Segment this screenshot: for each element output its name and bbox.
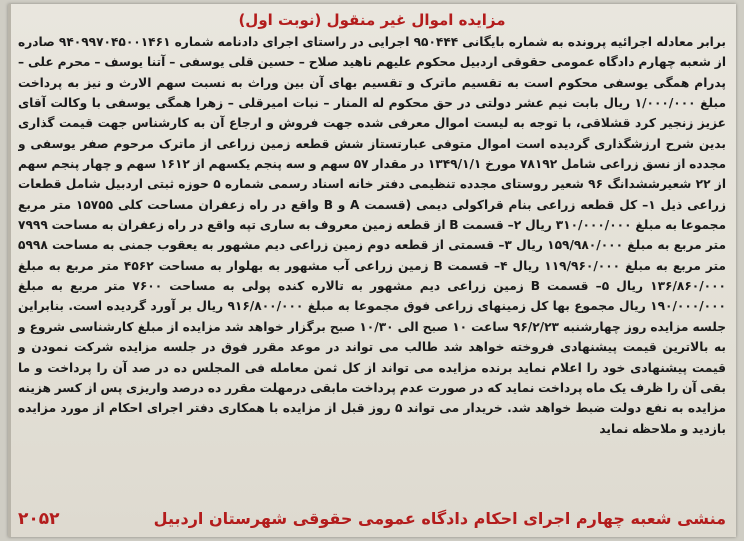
notice-title: مزایده اموال غیر منقول (نوبت اول) — [238, 11, 506, 29]
footer-issuer: منشی شعبه چهارم اجرای احکام دادگاه عمومی حقوقی شهرستان اردبیل — [153, 509, 726, 528]
notice-body: برابر معادله اجرائیه پرونده به شماره بایگانی ۹۵۰۴۴۴ اجرایی در راستای اجرای دادنامه شماره ۹۴۰۹۹۷۰۴۵۰۰۱۴۶۱ صادره از شعبه چهارم دادگاه عمومی حقوقی اردبیل محکوم علیهم ناهید صلاح – حسین قلی یوسفی – آتنا یوسف – محرم علی – پدرام همگی یوسفی محکوم است به تقسیم ماترک و تقسیم بهای آن بین وراث به نسبت سهم الارث و نیز به پرداخت مبلغ ۱/۰۰۰/۰۰۰ ریال بابت نیم عشر دولتی در حق محکوم له المنار – نبات امیرقلی – زهرا همگی یوسفی با وکالت آقای عزیز زنجیر کرد قشلاقی، با توجه به لیست اموال معرفی شده جهت فروش و ارجاع آن به کارشناس جهت قیمت گذاری بدین شرح ارزشگذاری گردیده است اموال متوفی عبارتستاز شش قطعه زمین زراعی از ماترک مرحوم صفر یوسفی و مجدده از نسق زراعی شامل ۷۸۱۹۲ مورخ ۱۳۴۹/۱/۱ در مقدار ۵۷ سهم و سه پنجم یکسهم از ۱۶۱۲ سهم و چهار پنجم سهم از ۲۲ شعیرششدانگ ۹۶ شعیر روستای مجدده تنظیمی دفتر خانه اسناد رسمی شماره ۵ حوزه ثبتی اردبیل شامل قطعات زراعی ذیل ۱– کل قطعه زراعی بنام قراکولی دیمی (قسمت A و B واقع در راه زعفران مساحت کلی ۱۵۷۵۵ متر مربع مجموعا به مبلغ ۳۱۰/۰۰۰/۰۰۰ ریال ۲– قسمت B از قطعه زمین معروف به ساری تپه واقع در راه زعفران به مساحت ۷۹۹۹ متر مربع به مبلغ ۱۵۹/۹۸۰/۰۰۰ ریال ۳– قسمتی از قطعه دوم زمین زراعی دیم مشهور به یعقوب جمنی به مساحت ۵۹۹۸ متر مربع به مبلغ ۱۱۹/۹۶۰/۰۰۰ ریال ۴– قسمت B زمین زراعی آب مشهور به بهلوار به مساحت ۴۵۶۲ متر مربع به مبلغ ۱۳۶/۸۶۰/۰۰۰ ریال ۵– قسمت B زمین زراعی دیم مشهور به تالاره کنده پولی به مساحت ۷۶۰۰ متر مربع به مبلغ ۱۹۰/۰۰۰/۰۰۰ ریال مجموع بها کل زمینهای زراعی فوق مجموعا به مبلغ ۹۱۶/۸۰۰/۰۰۰ ریال بر آورد گردیده است. بنابراین جلسه مزایده روز چهارشنبه ۹۶/۲/۲۳ ساعت ۱۰ صبح الی ۱۰/۳۰ صبح برگزار خواهد شد مزایده از مبلغ کارشناسی شروع و به بالاترین قیمت پیشنهادی فروخته خواهد شد طالب می تواند در موعد مقرر فوق در جلسه مزایده شرکت نمودن و قیمت پیشنهادی خود را اعلام نماید برنده مزایده می تواند از کل ثمن معامله فی المجلس ده در صد آن را پرداخت و ما بقی آن را ظرف یک ماه پرداخت نماید که در صورت عدم پرداخت مابقی درمهلت مقرر ده درصد واریزی پس از کسر هزینه مزایده به نفع دولت ضبط خواهد شد. خریدار می تواند ۵ روز قبل از مزایده با همکاری دفتر اجرای احکام از مورد مزایده بازدید و ملاحظه نماید — [18, 35, 726, 436]
notice-footer — [18, 507, 726, 531]
footer-code: ۲۰۵۲ — [18, 509, 60, 529]
auction-notice-clipping — [8, 4, 736, 537]
scan-edge — [8, 4, 11, 537]
